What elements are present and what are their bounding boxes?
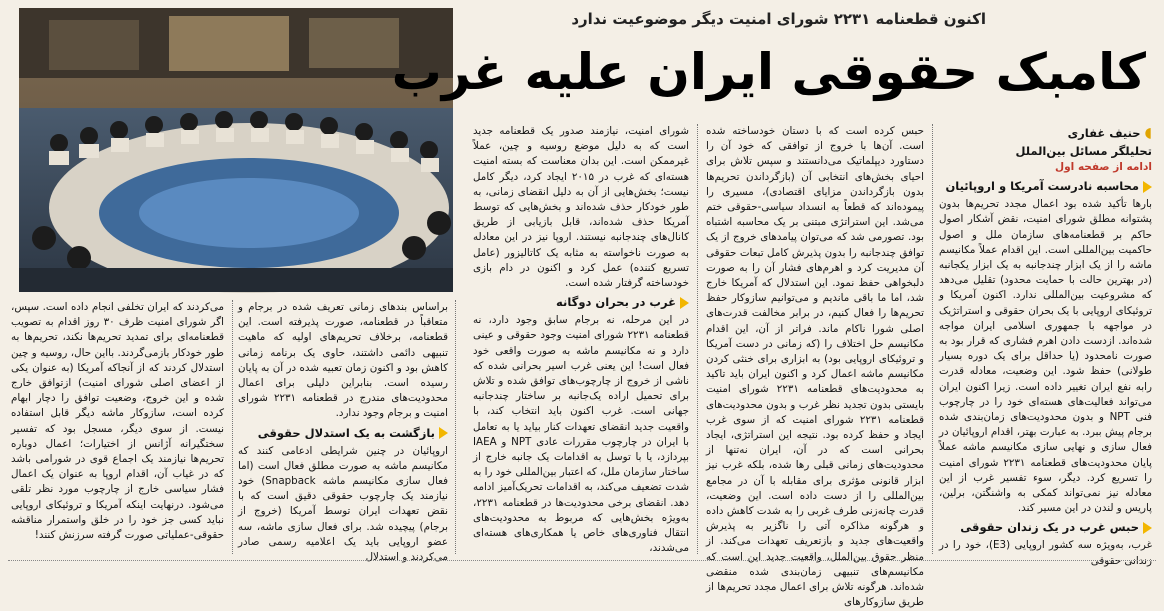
column-separator <box>697 124 698 554</box>
column-separator <box>455 300 456 554</box>
bottom-rule <box>8 560 1156 561</box>
subhead-legal-argument: بازگشت به یک استدلال حقوقی <box>238 424 448 442</box>
column-5-paragraph: می‌کردند که ایران تخلفی انجام داده است. سپس، اگر شورای امنیت ظرف ۳۰ روز اقدام به تصویب قطعنامه‌ای برای تمدید تحریم‌ها نکند، تحریم‌ها به طور خودکار بازمی‌گردند. بااین حال، روسیه و چین استدلال کردند که از آنجاکه آمریکا (به عنوان یکی از اعضای اصلی شورای امنیت) ازتوافق خارج شده و این خروج، وضعیت توافق را دچار ابهام کرده است، سازوکار ماشه دیگر قابل استفاده نیست. از سوی دیگر، مسجل بود که تفسیر سختگیرانه آژانس از اختیارات؛ اعمال دوباره تحریم‌ها نیازمند یک اجماع قوی در شورامی باشد که در غیاب آن، اقدام اروپا به عنوان یک اعمال فشار سیاسی خارج از چارچوب مورد نظر تلقی می‌شود. درنهایت اینکه آمریکا و تروئیکای اروپایی نباید کسی جز خود را در خلق واستمرار مناقشه حقوقی-عملیاتی صورت گرفته سرزنش کنند! <box>11 301 224 542</box>
subhead-legal-prison: حبس غرب در یک زندان حقوقی <box>939 518 1152 536</box>
column-3-paragraph-2: در این مرحله، نه برجام سابق وجود دارد، نه قطعنامه ۲۲۳۱ شورای امنیت وجود حقوقی و عینی دارد و نه مکانیسم ماشه به صورت واقعی خود فعال است! این یعنی غرب اسیر بحرانی شده که ناشی از خروج از چارچوب‌های توافق شده و تلاش برای تحمیل اراده یک‌جانبه بر ساختار چندجانبه جهانی است. غرب اکنون باید انتخاب کند، با واقعیت جدید انقضای تعهدات کنار بیاید یا به تعامل با ایران در چارچوب مقررات عادی NPT و IAEA بپردازد، یا با توسل به اقدامات یک جانبه خارج از ساختار سازمان ملل، که اعتبار بین‌المللی خود را به شدت تضعیف می‌کند، به اقدامات تحریک‌آمیز ادامه دهد. انقضای برخی محدودیت‌ها در قطعنامه ۲۲۳۱، به‌ویژه بخش‌هایی که مربوط به محدودیت‌های انتقال فناوری‌های خاص یا همکاری‌های هسته‌ای می‌شدند، <box>473 314 690 555</box>
main-headline: کامبک حقوقی ایران علیه غرب <box>391 43 1146 101</box>
column-3-paragraph: شورای امنیت، نیازمند صدور یک قطعنامه جدید است که به دلیل موضع روسیه و چین، عملاً غیرممکن است. این بدان معناست که بسته امنیت هسته‌ای که غرب در ۲۰۱۵ ایجاد کرد، دیگر کامل نیست؛ بخش‌هایی از آن به دلیل انقضای زمانی، به طور خودکار حذف شده‌اند و بخش‌هایی که توسط آمریکا حذف شده‌اند، قابل بازیابی از طریق کانال‌های چندجانبه نیستند. اروپا نیز در این معادله به صورت ناخواسته به مثابه یک کاتالیزور (عامل تسریع کننده) عمل کرد و اکنون در دام بازی خودساخته گرفتار شده است. <box>473 125 690 290</box>
column-5 <box>11 300 224 558</box>
continued-from-front: ادامه از صفحه اول <box>1055 161 1152 173</box>
column-2-paragraph: حبس کرده است که با دستان خودساخته شده است. آن‌ها با خروج از توافقی که خود آن را دستاورد دیپلماتیک می‌دانستند و سپس تلاش برای احیای بخش‌های انتخابی آن (بازگرداندن تحریم‌ها بدون بازگرداندن مزایای اقتصادی)، مسیری را پیموده‌اند که قطعاً به انسداد سیاسی-حقوقی ختم می‌شد. این استراتژی مبتنی بر یک محاسبه اشتباه بود. تصورمی شد که می‌توان پیامدهای خروج از یک توافق چندجانبه را بدون پذیرش کامل تبعات حقوقی آن مدیریت کرد و اهرم‌های فشار آن را به صورت دلبخواهی حفظ نمود. این استدلال که آمریکا خارج شد، اما ما باقی ماندیم و می‌توانیم سازوکار حفظ تحریم‌ها را فعال کنیم، در برابر مخالفت قدرت‌های اصلی شورا ناکام ماند. فراتر از آن، این اقدام مکانیسم حل اختلاف را (که زمانی در دست آمریکا و تروئیکای اروپایی بود) به ابزاری برای خنثی کردن مکانیسم ماشه اعمال کرد و اکنون ایران باید تاکید به محدودیت‌های قطعنامه ۲۲۳۱ شورای امنیت بایستی بدون تجدید نظر غرب و بدون محدودیت‌های قطعنامه ۲۲۳۱ شورای امنیت که از سوی غرب ایجاد و حفظ کرده بود. نتیجه این استراتژی، ایجاد بحرانی است که در آن، ایران نه‌تنها از محدودیت‌های زمانی قبلی رها شده، بلکه غرب نیز ابزار قانونی مؤثری برای مقابله با آن در مجامع بین‌المللی را از دست داده است. این وضعیت، قدرت چانه‌زنی طرف غربی را به شدت کاهش داده و هرگونه مذاکره آتی را ناگزیر به پذیرش واقعیت‌های جدید و بازتعریف تعهدات می‌کند. از منظر حقوق بین‌الملل، واقعیت جدید این است که مکانیسم‌های تنبیهی زمان‌بندی شده منقضی شده‌اند. هرگونه تلاش برای اعمال مجدد تحریم‌ها از طریق سازوکارهای <box>706 125 925 609</box>
subhead-marker-icon <box>680 297 689 309</box>
column-4-paragraph-2: اروپائیان در چنین شرایطی ادعامی کنند که مکانیسم ماشه به صورت مطلق فعال است (اما فعال سازی مکانیسم ماشه Snapback) خود نیازمند یک چارچوب حقوقی دقیق است که با نقض تعهدات ایران توسط آمریکا (خروج از برجام) پیچیده شد. برای فعال سازی ماشه، سه عضو اروپایی باید یک اعلامیه رسمی صادر می‌کردند و استدلال <box>238 444 448 564</box>
column-separator <box>232 300 233 554</box>
author-mark-icon: ◖ <box>1144 125 1152 141</box>
column-2 <box>706 124 925 609</box>
headline-kicker: اکنون قطعنامه ۲۲۳۱ شورای امنیت دیگر موضوعیت ندارد <box>571 10 986 28</box>
byline <box>939 124 1152 142</box>
column-1-paragraph-2: غرب، به‌ویژه سه کشور اروپایی (E3)، خود را در زندانی حقوقی <box>939 539 1152 567</box>
un-security-council-photo <box>19 8 453 292</box>
subhead-double-crisis: غرب در بحران دوگانه <box>473 293 689 311</box>
column-separator <box>932 124 933 554</box>
column-4 <box>238 300 448 564</box>
subhead-miscalculation: محاسبه نادرست آمریکا و اروپائیان <box>939 177 1152 195</box>
column-3 <box>473 124 689 558</box>
subhead-marker-icon <box>439 427 448 439</box>
author-name: حنیف غفاری <box>1067 126 1141 140</box>
subhead-marker-icon <box>1143 522 1152 534</box>
author-title: تحلیلگر مسائل بین‌الملل <box>1015 144 1152 158</box>
column-1-paragraph: بارها تأکید شده بود اعمال مجدد تحریم‌ها بدون پشتوانه مطلق شورای امنیت، نقض آشکار اصول حاکم بر قطعنامه‌های سازمان ملل و اصول حاکمیت بین‌المللی است. این اقدام عملاً مکانیسم ماشه را از یک ابزار چندجانبه به یک ابزار یکجانبه (در بهترین حالت با حمایت محدود) تقلیل می‌دهد که مشروعیت بین‌المللی ندارد. اکنون آمریکا و تروئیکای اروپایی با یک بحران حقوقی و استراتژیک در مواجهه با جمهوری اسلامی ایران مواجه شده‌اند. ازدست دادن اهرم فشاری که قرار بود به صورت نامحدود (یا حداقل برای یک دوره بسیار طولانی) حفظ شود. این وضعیت، معادله قدرت رابه نفع ایران تغییر داده است. زیرا اکنون ایران می‌تواند فعالیت‌های هسته‌ای خود را در چارچوب فنی NPT و بدون محدودیت‌های زمان‌بندی شده برجام پیش ببرد. به عبارت بهتر، اقدام اروپائیان در فعال سازی و نهایی سازی مکانیسم ماشه عملاً پایان محدودیت‌های قطعنامه ۲۲۳۱ شورای امنیت را تسریع کرد. دیگر، سوء تفسیر غرب از این معادله نیز نمی‌تواند کمکی به واشنگتن، برلین، پاریس و لندن در این مسیر کند. <box>939 198 1152 515</box>
subhead-marker-icon <box>1143 181 1152 193</box>
column-1 <box>939 124 1152 567</box>
column-4-paragraph: براساس بندهای زمانی تعریف شده در برجام و متعاقباً در قطعنامه، صورت پذیرفته است. این قطعنامه، برخلاف تحریم‌های اولیه که ماهیت تنبیهی دائمی داشتند، حاوی یک برنامه زمانی کاهش بود و اکنون زمان تعبیه شده در آن به پایان رسیده است. بنابراین دلیلی برای اعمال محدودیت‌های مندرج در قطعنامه ۲۲۳۱ شورای امنیت و برجام وجود ندارد. <box>238 301 448 420</box>
council-chamber-image <box>19 8 453 292</box>
